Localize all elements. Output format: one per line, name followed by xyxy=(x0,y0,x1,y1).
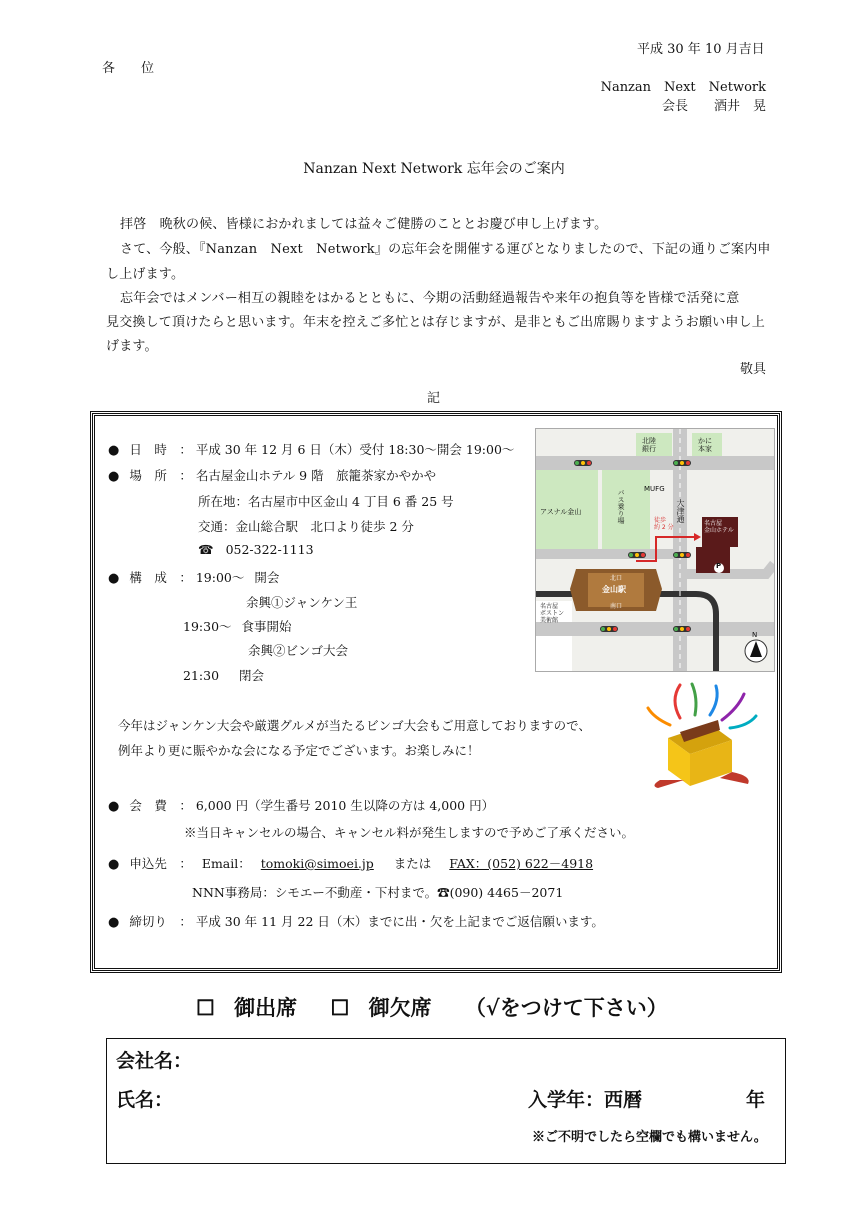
apply-label: 申込先 ： xyxy=(129,856,192,871)
map-label-station: 金山駅 xyxy=(602,585,626,594)
map-label-hotel: 名古屋 金山ホテル xyxy=(704,520,734,534)
page-title: Nanzan Next Network 忘年会のご案内 xyxy=(303,161,565,177)
gift-ribbon xyxy=(654,780,684,788)
attend-checkbox[interactable]: ☐ xyxy=(196,995,215,1020)
body-line-3: し上げます。 xyxy=(106,267,185,282)
program-row-5 xyxy=(183,666,264,684)
body-line-1: 拝啓 晩秋の候、皆様におかれましては益々ご健勝のこととお慶び申し上げます。 xyxy=(120,217,608,232)
fee-label: 会 費 ： xyxy=(129,798,192,813)
map-label-bus: バス乗り場 xyxy=(617,489,625,524)
sender-org: Nanzan Next Network xyxy=(600,80,766,95)
road-south xyxy=(536,622,774,636)
phone-icon: ☎ xyxy=(198,542,214,557)
bullet-icon: ● xyxy=(108,469,120,484)
apply-office: NNN事務局：シモエー不動産・下村まで。☎(090) 4465－2071 xyxy=(192,885,564,900)
program-time-1: 19:00〜 xyxy=(195,570,245,585)
phone-number: 052-322-1113 xyxy=(225,542,314,557)
bullet-icon: ● xyxy=(108,799,120,814)
program-title-2: 余興①ジャンケン王 xyxy=(246,595,358,610)
fee-value: 6,000 円（学生番号 2010 生以降の方は 4,000 円） xyxy=(195,798,495,813)
walk-arrow xyxy=(694,533,701,541)
program-row xyxy=(108,568,279,586)
program-row-3 xyxy=(183,617,292,635)
reply-footnote: ※ご不明でしたら空欄でも構いません。 xyxy=(532,1130,767,1145)
fee-row xyxy=(108,796,494,814)
program-title-4: 余興②ビンゴ大会 xyxy=(248,643,349,658)
apply-fax: FAX：(052) 622－4918 xyxy=(449,856,594,871)
bullet-icon: ● xyxy=(108,443,120,458)
gift-box-illustration xyxy=(640,680,760,790)
bullet-icon: ● xyxy=(108,857,120,872)
map-label-kitaguchi: 北口 xyxy=(610,575,623,582)
map-label-otsu: 大津通 xyxy=(676,499,685,523)
program-title-1: 開会 xyxy=(254,570,280,585)
map-label-mufg: MUFG xyxy=(644,485,665,493)
apply-or: または xyxy=(393,856,432,871)
hotel-annex xyxy=(696,547,730,573)
year-unit: 年 xyxy=(746,1089,766,1111)
map-label-hokuriku: 北陸 銀行 xyxy=(642,437,656,453)
note-line-2: 例年より更に賑やかな会になる予定でございます。お楽しみに！ xyxy=(118,743,480,758)
bullet-icon: ● xyxy=(108,915,120,930)
apply-email-label: Email： xyxy=(201,856,251,871)
deadline-row xyxy=(108,912,604,930)
datetime-row xyxy=(108,440,514,458)
reply-form xyxy=(106,1038,786,1164)
road-middle xyxy=(536,549,686,559)
closing-keigu: 敬具 xyxy=(739,362,766,377)
program-title-3: 食事開始 xyxy=(241,619,292,634)
place-value: 名古屋金山ホテル 9 階 旅籠茶家かやかや xyxy=(195,468,437,483)
apply-row xyxy=(108,854,593,872)
address: 所在地：名古屋市中区金山 4 丁目 6 番 25 号 xyxy=(198,494,454,509)
datetime-label: 日 時 ： xyxy=(129,442,192,457)
body-line-6: げます。 xyxy=(106,339,158,354)
deadline-label: 締切り ： xyxy=(129,914,192,929)
datetime-value: 平成 30 年 12 月 6 日（木）受付 18:30〜開会 19:00〜 xyxy=(195,442,515,457)
fee-note: ※当日キャンセルの場合、キャンセル料が発生しますので予めご了承ください。 xyxy=(184,825,635,840)
map-label-kani: かに 本家 xyxy=(698,437,712,453)
deadline-value: 平成 30 年 11 月 22 日（木）までに出・欠を上記までご返信願います。 xyxy=(195,914,604,929)
program-label: 構 成 ： xyxy=(129,570,192,585)
bus-area xyxy=(602,467,650,549)
access-map xyxy=(535,428,775,672)
program-time-5: 21:30 xyxy=(183,668,220,683)
map-label-boston: 名古屋 ボストン 美術館 xyxy=(540,603,565,624)
absent-checkbox[interactable]: ☐ xyxy=(330,995,350,1020)
program-title-5: 閉会 xyxy=(239,668,265,683)
access: 交通：金山総合駅 北口より徒歩 2 分 xyxy=(198,519,414,534)
body-line-4: 忘年会ではメンバー相互の親睦をはかるとともに、今期の活動経過報告や来年の抱負等を皆様で活発に意 xyxy=(120,291,740,306)
bullet-icon: ● xyxy=(108,571,120,586)
place-row xyxy=(108,466,436,484)
attend-label: 御出席 xyxy=(234,995,298,1020)
company-field-label: 会社名： xyxy=(116,1050,193,1072)
note-line-1: 今年はジャンケン大会や厳選グルメが当たるビンゴ大会もご用意しておりますので、 xyxy=(118,718,591,733)
map-label-asunal: アスナル金山 xyxy=(540,508,582,516)
name-field-label: 氏名： xyxy=(116,1089,174,1111)
place-label: 場 所 ： xyxy=(129,468,192,483)
attendance-row xyxy=(196,992,668,1022)
map-graphic xyxy=(536,429,774,671)
body-line-5: 見交換して頂けたらと思います。年末を控えご多忙とは存じますが、是非ともご出席賜りますようお願い申し上 xyxy=(106,315,765,330)
map-label-minamiguchi: 南口 xyxy=(610,603,623,610)
attendance-instruction: （√をつけて下さい） xyxy=(464,995,668,1020)
sender-name: 会長 酒井 晃 xyxy=(661,99,766,114)
road-north xyxy=(536,456,774,470)
streamers xyxy=(648,684,756,728)
map-label-walk: 徒歩 約 2 分 xyxy=(654,517,674,531)
absent-label: 御欠席 xyxy=(368,995,432,1020)
apply-email-link[interactable]: tomoki@simoei.jp xyxy=(260,856,374,871)
ki-marker: 記 xyxy=(427,391,441,406)
program-time-3: 19:30〜 xyxy=(183,619,232,634)
recipient: 各 位 xyxy=(102,61,155,76)
phone-row xyxy=(198,542,314,557)
map-label-north: N xyxy=(752,631,758,639)
map-label-parking: P xyxy=(716,562,722,570)
entry-year-label: 入学年：西暦 xyxy=(528,1089,643,1111)
body-line-2: さて、今般、『Nanzan Next Network』の忘年会を開催する運びとなりましたので、下記の通りご案内申 xyxy=(120,242,771,257)
document-date: 平成 30 年 10 月吉日 xyxy=(637,42,765,57)
